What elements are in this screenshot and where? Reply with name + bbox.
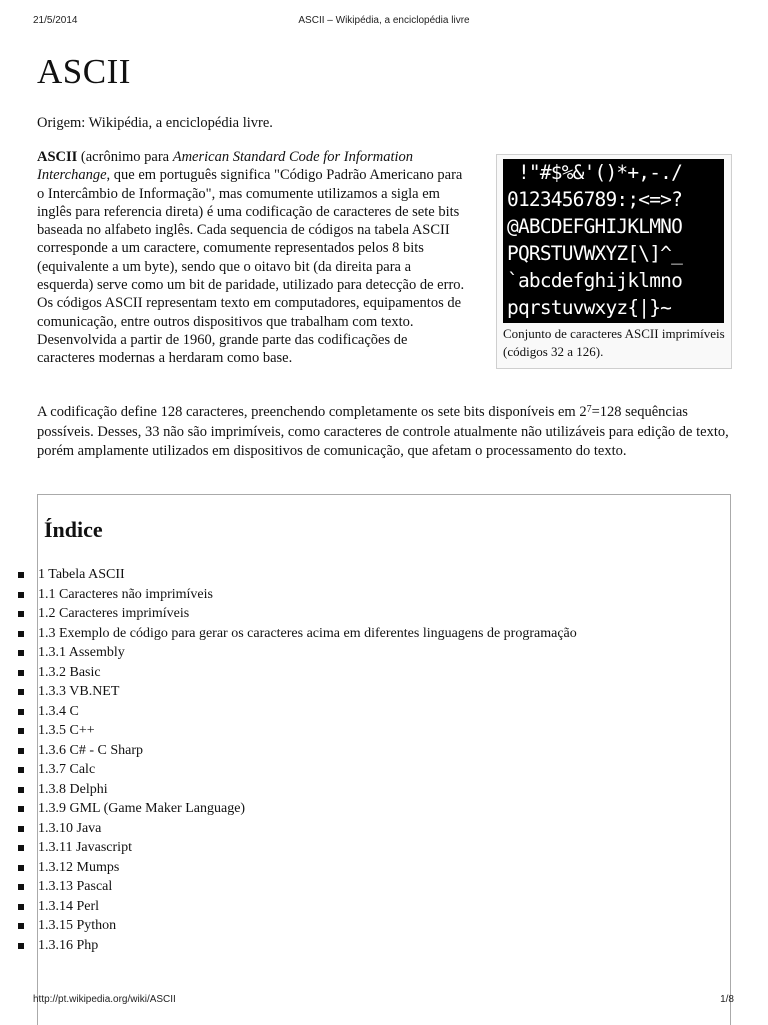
ascii-figure: [496, 154, 732, 369]
toc-item[interactable]: [38, 624, 730, 956]
bullet-icon: [18, 923, 24, 929]
toc-item-label[interactable]: 1.3.15 Python: [38, 918, 117, 933]
bullet-icon: [18, 611, 24, 617]
toc-item-label[interactable]: 1.3.3 VB.NET: [38, 684, 120, 699]
charset-line: !"#$%&'()*+,-./: [507, 161, 683, 184]
bullet-icon: [18, 787, 24, 793]
print-date: 21/5/2014: [33, 15, 78, 26]
figure-caption: Conjunto de caracteres ASCII imprimíveis (códigos 32 a 126).: [503, 326, 725, 359]
lead-term: ASCII: [37, 149, 78, 165]
lead-paragraph: [37, 148, 465, 368]
toc-item[interactable]: [38, 916, 730, 936]
lead-text-1: (acrônimo para: [77, 149, 173, 165]
charset-line: @ABCDEFGHIJKLMNO: [507, 215, 683, 238]
toc-item-label[interactable]: 1.3.16 Php: [38, 937, 99, 953]
article-title: ASCII: [37, 52, 131, 91]
toc-item[interactable]: [38, 741, 730, 761]
toc-item[interactable]: [38, 780, 730, 800]
bullet-icon: [18, 865, 24, 871]
toc-item-label[interactable]: 1.3.12 Mumps: [38, 859, 120, 875]
toc-item-label[interactable]: 1.3.7 Calc: [38, 762, 96, 777]
bullet-icon: [18, 650, 24, 656]
toc-item[interactable]: [38, 682, 730, 702]
toc-item-label[interactable]: 1.3 Exemplo de código para gerar os caracteres acima em diferentes linguagens de programação: [38, 625, 577, 641]
toc-item[interactable]: [38, 604, 730, 624]
print-header: [0, 15, 768, 31]
bullet-icon: [18, 943, 24, 949]
toc-item[interactable]: [38, 663, 730, 683]
toc-item-label[interactable]: 1.2 Caracteres imprimíveis: [38, 606, 190, 621]
bullet-icon: [18, 728, 24, 734]
lead-expansion: American Standard Code for Information Interchange: [37, 149, 414, 184]
bullet-icon: [18, 709, 24, 715]
bullet-icon: [18, 904, 24, 910]
toc-item[interactable]: [38, 760, 730, 780]
charset-line: PQRSTUVWXYZ[\]^_: [507, 242, 683, 265]
charset-line: `abcdefghijklmno: [507, 269, 683, 292]
toc-item[interactable]: [38, 643, 730, 663]
toc-item[interactable]: [38, 565, 730, 955]
toc-item[interactable]: [38, 819, 730, 839]
toc-item-label[interactable]: 1.3.13 Pascal: [38, 879, 113, 894]
para2-before: A codificação define 128 caracteres, preenchendo completamente os sete bits disponíveis em 2: [37, 404, 587, 420]
charset-line: pqrstuvwxyz{|}~: [507, 296, 672, 319]
toc-item-label[interactable]: 1.3.10 Java: [38, 820, 102, 836]
print-url[interactable]: http://pt.wikipedia.org/wiki/ASCII: [33, 994, 176, 1005]
toc-item-label[interactable]: 1.1 Caracteres não imprimíveis: [38, 586, 213, 602]
table-of-contents: [37, 494, 731, 1025]
toc-item-label[interactable]: 1.3.4 C: [38, 703, 79, 719]
second-paragraph: [37, 403, 737, 462]
bullet-icon: [18, 572, 24, 578]
toc-item[interactable]: [38, 721, 730, 741]
bullet-icon: [18, 670, 24, 676]
toc-item-label[interactable]: 1.3.8 Delphi: [38, 781, 108, 797]
toc-item[interactable]: [38, 838, 730, 858]
bullet-icon: [18, 845, 24, 851]
toc-item-label[interactable]: 1.3.9 GML (Game Maker Language): [38, 801, 246, 816]
bullet-icon: [18, 748, 24, 754]
bullet-icon: [18, 826, 24, 832]
lead-text-2: , que em português significa "Código Padrão Americano para o Intercâmbio de Informação", mas comumente utilizamos a sigla em inglês para referencia direta) é uma codificação de caracteres de sete bits baseada no alfabeto inglês. Cada sequencia de códigos na tabela ASCII corresponde a um caractere, comumente representados pelos 8 bits (equivalente a um byte), sendo que o oitavo bit (da direita para a esquerda) serve como um bit de paridade, utilizado para detecção de erro. Os códigos ASCII representam texto em computadores, equipamentos de comunicação, entre outros dispositivos que trabalham com texto. Desenvolvida a partir de 1960, grande parte das codificações de caracteres modernas a herdaram como base.: [37, 167, 465, 367]
page-number: 1/8: [720, 994, 734, 1005]
toc-item-label[interactable]: 1.3.14 Perl: [38, 898, 100, 914]
toc-item[interactable]: [38, 897, 730, 917]
toc-item[interactable]: [38, 858, 730, 878]
toc-item-label[interactable]: 1.3.1 Assembly: [38, 645, 125, 660]
charset-line: 0123456789:;<=>?: [507, 188, 683, 211]
toc-item-label[interactable]: 1.3.5 C++: [38, 723, 95, 738]
toc-title: Índice: [44, 517, 103, 542]
toc-item[interactable]: [38, 702, 730, 722]
toc-item-label[interactable]: 1.3.2 Basic: [38, 664, 101, 680]
bullet-icon: [18, 592, 24, 598]
toc-item[interactable]: [38, 877, 730, 897]
origin-line: Origem: Wikipédia, a enciclopédia livre.: [37, 115, 273, 131]
toc-item[interactable]: [38, 585, 730, 605]
bullet-icon: [18, 806, 24, 812]
para2-superscript: 7: [586, 404, 592, 415]
toc-item[interactable]: [38, 799, 730, 819]
toc-item[interactable]: [38, 936, 730, 956]
bullet-icon: [18, 767, 24, 773]
bullet-icon: [18, 689, 24, 695]
print-title: ASCII – Wikipédia, a enciclopédia livre: [298, 15, 470, 26]
print-footer: [0, 994, 768, 1010]
bullet-icon: [18, 631, 24, 637]
toc-item-label[interactable]: 1.3.6 C# - C Sharp: [38, 742, 143, 758]
ascii-charset-image[interactable]: [503, 159, 724, 323]
para2-after: =128 sequências possíveis. Desses, 33 não são imprimíveis, como caracteres de controle atualmente não utilizáveis para edição de texto, porém amplamente utilizados em dispositivos de comunicação, que afetam o processamento do texto.: [37, 404, 729, 459]
bullet-icon: [18, 884, 24, 890]
toc-item-label[interactable]: 1 Tabela ASCII: [38, 567, 125, 582]
toc-item-label[interactable]: 1.3.11 Javascript: [38, 840, 132, 855]
